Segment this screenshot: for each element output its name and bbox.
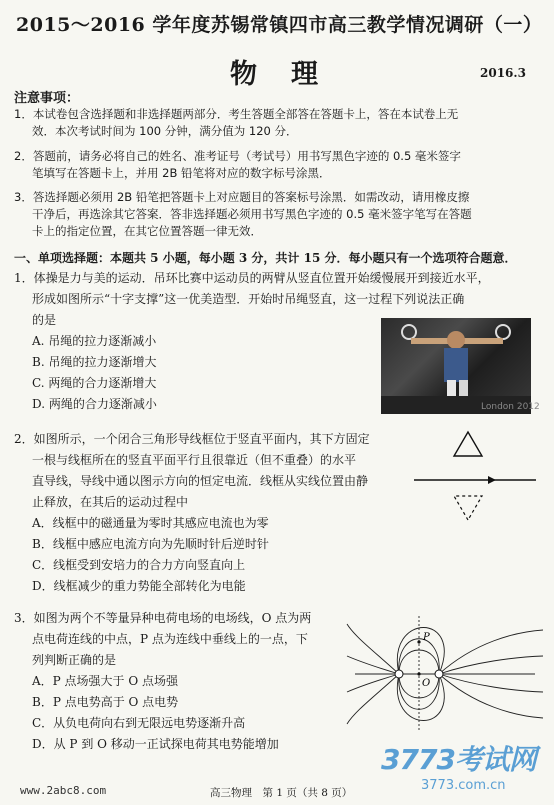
gymnast-figure xyxy=(381,318,540,414)
notice-line: 笔填写在答题卡上，并用 2B 铅笔将对应的数字标号涂黑． xyxy=(32,166,331,180)
page-footer: 高三物理 第 1 页（共 8 页） xyxy=(210,787,353,799)
option-c: C. 两绳的合力逐渐增大 xyxy=(32,376,157,390)
notice-line: 效．本次考试时间为 100 分钟，满分值为 120 分． xyxy=(32,124,298,138)
question-line: 形成如图所示“十字支撑”这一优美造型．开始时吊绳竖直，这一过程下列说法正确 xyxy=(32,292,465,306)
field-lines xyxy=(347,616,543,732)
notice-line: 3．答选择题必须用 2B 铅笔把答题卡上对应题目的答案标号涂黑．如需改动，请用橡皮擦 xyxy=(14,190,470,204)
label-O: O xyxy=(422,678,431,689)
option-a: A．线框中的磁通量为零时其感应电流也为零 xyxy=(32,516,269,530)
option-d: D．线框减少的重力势能全部转化为电能 xyxy=(32,579,246,593)
question-line: 3．如图为两个不等量异种电荷电场的电场线，O 点为两 xyxy=(14,611,312,625)
point-P xyxy=(417,640,420,643)
solid-triangle xyxy=(454,432,482,456)
current-arrow-icon xyxy=(488,476,496,484)
question-line: 直导线，导线中通以图示方向的恒定电流．线框从实线位置由静 xyxy=(32,474,369,488)
notice-line: 卡上的指定位置，在其它位置答题一律无效． xyxy=(32,224,262,238)
notice-line: 干净后，再选涂其它答案．答非选择题必须用书写黑色字迹的 0.5 毫米签字笔写在答题 xyxy=(32,207,472,221)
notice-list xyxy=(14,106,544,236)
option-d: D．从 P 到 O 移动一正试探电荷其电势能增加 xyxy=(32,737,279,751)
question-2 xyxy=(14,429,414,593)
point-O xyxy=(417,672,420,675)
exam-date: 2016.3 xyxy=(480,66,526,80)
option-c: C．从负电荷向右到无限远电势逐渐升高 xyxy=(32,716,246,730)
question-line: 点电荷连线的中点，P 点为连线中垂线上的一点，下 xyxy=(32,632,308,646)
logo-main-text: 3773考试网 xyxy=(381,743,536,776)
option-a: A. 吊绳的拉力逐渐减小 xyxy=(32,334,157,348)
question-line: 列判断正确的是 xyxy=(32,653,117,667)
option-b: B．线框中感应电流方向为先顺时针后逆时针 xyxy=(32,537,269,551)
option-b: B．P 点电势高于 O 点电势 xyxy=(32,695,179,709)
option-d: D. 两绳的合力逐渐减小 xyxy=(32,397,157,411)
option-b: B. 吊绳的拉力逐渐增大 xyxy=(32,355,157,369)
section-heading: 一、单项选择题：本题共 5 小题，每小题 3 分，共计 15 分．每小题只有一个选项符合题意． xyxy=(14,251,517,265)
label-P: P xyxy=(423,632,430,643)
exam-title: 2015～2016 学年度苏锡常镇四市高三教学情况调研（一） xyxy=(16,14,543,36)
question-line: 1．体操是力与美的运动．吊环比赛中运动员的两臂从竖直位置开始缓慢展开到接近水平， xyxy=(14,271,490,285)
question-line: 止释放，在其后的运动过程中 xyxy=(32,495,189,509)
charge-left xyxy=(395,670,403,678)
question-line: 一根与线框所在的竖直平面平行且很靠近（但不重叠）的水平 xyxy=(32,453,357,467)
notice-line: 2．答题前，请务必将自己的姓名、准考证号（考试号）用书写黑色字迹的 0.5 毫米签字 xyxy=(14,149,461,163)
dashed-triangle xyxy=(454,496,482,520)
charge-right xyxy=(435,670,443,678)
electric-field-diagram xyxy=(345,612,545,737)
watermark-url: www.2abc8.com xyxy=(20,784,107,797)
site-logo xyxy=(381,738,546,793)
triangle-wire-diagram xyxy=(410,428,540,523)
option-c: C．线框受到安培力的合力方向竖直向上 xyxy=(32,558,246,572)
notice-title: 注意事项： xyxy=(14,91,80,106)
option-a: A．P 点场强大于 O 点场强 xyxy=(32,674,179,688)
question-3 xyxy=(14,608,344,751)
subject-title: 物理 xyxy=(230,59,352,90)
question-line: 的是 xyxy=(32,313,57,327)
logo-sub-text: 3773.com.cn xyxy=(421,778,506,793)
question-line: 2．如图所示，一个闭合三角形导线框位于竖直平面内，其下方固定 xyxy=(14,432,370,446)
photo-caption: London 2012 xyxy=(481,402,540,412)
gymnast-photo xyxy=(381,318,540,414)
notice-line: 1．本试卷包含选择题和非选择题两部分．考生答题全部答在答题卡上，答在本试卷上无 xyxy=(14,107,459,121)
